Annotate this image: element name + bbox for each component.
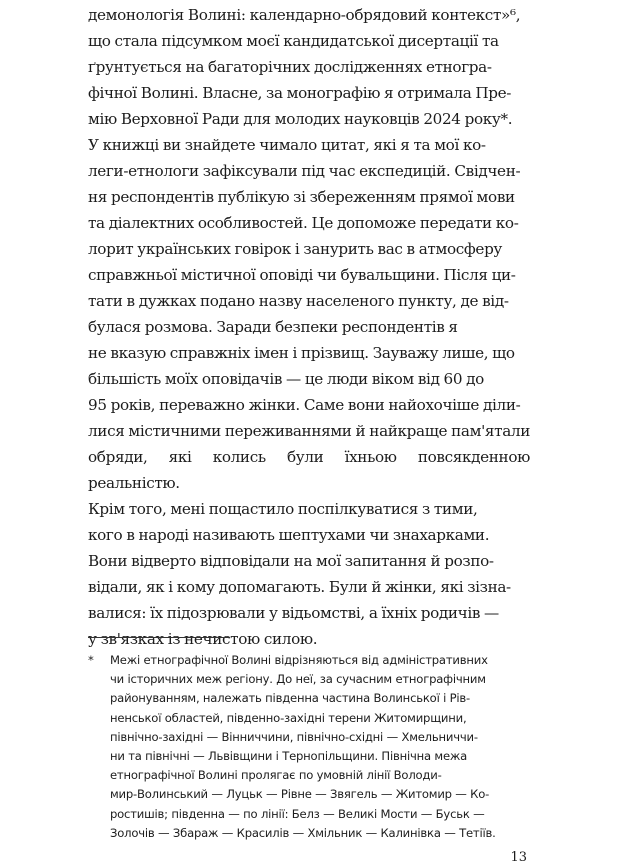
paragraph-3: Крім того, мені пощастило поспілкуватися з тими, кого в народі називають шептухами чи знахарками. Вони відверто відповідали на мої запитання й розпо- відали, як і кому допомагають. Були й жінки, які зізна- валися: їх підозрювали у відьомстві, а їхніх родичів — у зв'язках із нечистою силою.	[88, 500, 511, 648]
paragraph-2: У книжці ви знайдете чимало цитат, які я та мої ко- леги-етнологи зафіксували під час експедицій. Свідчен- ня респондентів публікую зі збереженням прямої мови та діалектних особливостей. Це допоможе передати ко- лорит українських говірок і занурить вас в атмосферу справжньої містичної оповіді чи бувальщини. Після ци- тати в дужках подано назву населеного пункту, де від- булася розмова. Заради безпеки респондентів я не вказую справжніх імен і прізвищ. Зауважу лише, що більшість моїх оповідачів — це люди віком від 60 до 95 років, переважно жінки. Саме вони найохочіше діли- лися містичними переживаннями й найкраще пам'ятали обряди, які колись були їхньою повсякденною реальністю.	[88, 136, 530, 492]
footnote	[88, 651, 532, 843]
footnote-divider	[88, 637, 230, 638]
main-text	[88, 2, 530, 652]
footnote-text: Межі етнографічної Волині відрізняються від адміністративних чи історичних меж регіону. До неї, за сучасним етнографічним районуванням, належать південна частина Волинської і Рів- ненської областей, південно-західні терени Житомирщини, північно-західні — Вінниччини, північно-східні — Хмельниччи- ни та північні — Львівщини і Тернопільщини. Північна межа етнографічної Волині пролягає по умовній лінії Володи- мир-Волинський — Луцьк — Рівне — Звягель — Житомир — Ко- ростишів; південна — по лінії: Белз — Великі Мости — Буськ — Золочів — Збараж — Красилів — Хмільник — Калинівка — Тетіїв.	[110, 653, 496, 840]
paragraph-1: демонологія Волині: календарно-обрядовий контекст»⁶, що стала підсумком моєї кандидатської дисертації та ґрунтується на багаторічних дослідженнях етногра- фічної Волині. Власне, за монографію я отримала Пре- мію Верховної Ради для молодих науковців 2024 року*.	[88, 6, 521, 128]
footnote-marker: *	[88, 653, 94, 667]
page-number: 13	[510, 850, 527, 865]
